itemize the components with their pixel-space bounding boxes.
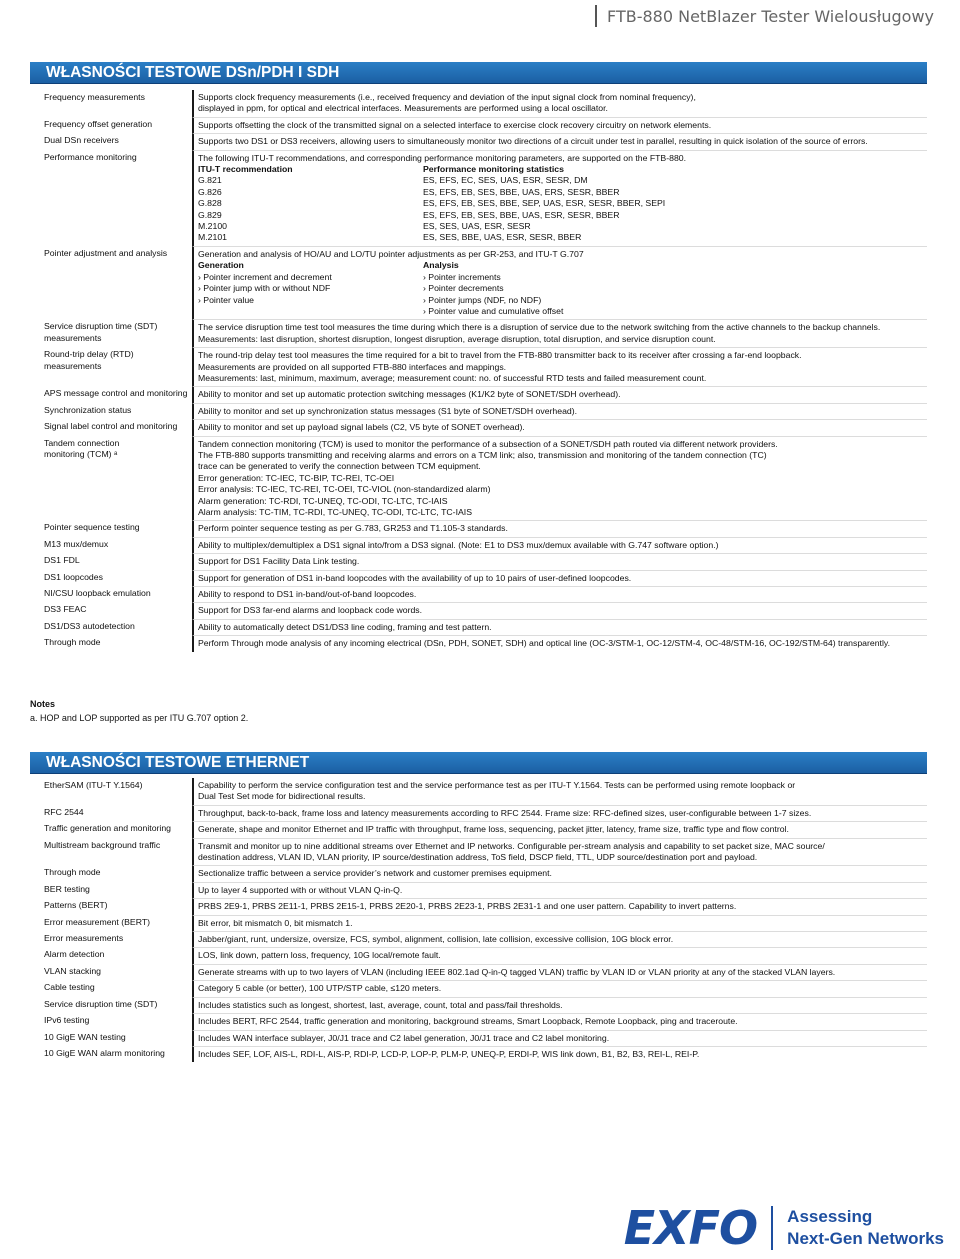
spec-value — [192, 964, 927, 980]
spec-value — [192, 805, 927, 821]
spec-value — [192, 570, 927, 586]
spec-label — [30, 931, 192, 947]
list-item: › Pointer jumps (NDF, no NDF) — [423, 294, 542, 305]
spec-value — [192, 1030, 927, 1046]
text-line: Tandem connection — [44, 437, 120, 448]
itu-recommendation: G.828 — [198, 198, 222, 209]
text-line: Includes BERT, RFC 2544, traffic generation and monitoring, background streams, Smart Loopback, Remote Loopback, ping and traceroute. — [198, 1016, 738, 1027]
page-header — [595, 5, 934, 27]
spec-row — [30, 403, 927, 419]
text-line: Ability to monitor and set up payload signal labels (C2, V5 byte of SONET overhead). — [198, 422, 525, 433]
text-line: Generation and analysis of HO/AU and LO/TU pointer adjustments as per GR-253, and ITU-T G.707 — [198, 248, 584, 259]
text-line: Through mode — [44, 637, 101, 648]
spec-row — [30, 586, 927, 602]
spec-value — [192, 997, 927, 1013]
spec-label — [30, 553, 192, 569]
sdh-spec-table — [30, 90, 927, 652]
text-line: Error generation: TC-IEC, TC-BIP, TC-REI, TC-OEI — [198, 472, 395, 483]
text-line: Synchronization status — [44, 404, 132, 415]
spec-label — [30, 997, 192, 1013]
text-line: Signal label control and monitoring — [44, 421, 178, 432]
spec-row — [30, 1030, 927, 1046]
text-line: displayed in ppm, for optical and electrical interfaces. Measurements are performed using a local oscillator. — [198, 103, 608, 114]
pm-statistics: ES, EFS, EC, SES, UAS, ESR, SESR, DM — [423, 175, 588, 186]
text-line: Alarm generation: TC-RDI, TC-UNEQ, TC-ODI, TC-LTC, TC-IAIS — [198, 495, 448, 506]
text-line: 10 GigE WAN alarm monitoring — [44, 1047, 165, 1058]
text-line: Patterns (BERT) — [44, 900, 108, 911]
text-line: The FTB-880 supports transmitting and receiving alarms and errors on a TCM link; also, transmission and monitoring of the tandem connection (TC) — [198, 449, 767, 460]
text-line: Bit error, bit mismatch 0, bit mismatch 1. — [198, 917, 353, 928]
spec-row — [30, 386, 927, 402]
spec-value — [192, 117, 927, 133]
spec-value — [192, 90, 927, 117]
text-line: Frequency measurements — [44, 92, 145, 102]
text-line: Category 5 cable (or better), 100 UTP/STP cable, ≤120 meters. — [198, 983, 442, 994]
text-line: Pointer adjustment and analysis — [44, 247, 168, 258]
text-line: Ability to automatically detect DS1/DS3 line coding, framing and test pattern. — [198, 621, 492, 632]
text-line: Error analysis: TC-IEC, TC-REI, TC-OEI, TC-VIOL (non-standardized alarm) — [198, 484, 491, 495]
spec-value — [192, 838, 927, 866]
spec-value — [192, 1046, 927, 1062]
spec-label — [30, 602, 192, 618]
section-banner-sdh: WŁASNOŚCI TESTOWE DSn/PDH I SDH — [30, 62, 927, 84]
text-line: Measurements are provided on all supported FTB-880 interfaces and mappings. — [198, 361, 507, 372]
spec-value — [192, 150, 927, 246]
spec-row — [30, 520, 927, 536]
text-line: Supports two DS1 or DS3 receivers, allowing users to simultaneously monitor two directions of a circuit under test in parallel, resulting in quick isolation of the source of errors. — [198, 136, 868, 147]
list-item: › Pointer increment and decrement — [198, 271, 332, 282]
text-line: Support for generation of DS1 in-band loopcodes with the availability of up to 10 pairs of user-defined loopcodes. — [198, 572, 632, 583]
generation-column — [198, 260, 423, 317]
text-line: LOS, link down, pattern loss, frequency, 10G local/remote fault. — [198, 950, 441, 961]
text-line: PRBS 2E9-1, PRBS 2E11-1, PRBS 2E15-1, PRBS 2E20-1, PRBS 2E23-1, PRBS 2E31-1 and one user pattern. Capability to invert patterns. — [198, 901, 737, 912]
spec-label — [30, 619, 192, 635]
pm-statistics: ES, EFS, EB, SES, BBE, UAS, ERS, SESR, BBER — [423, 186, 620, 197]
spec-row — [30, 553, 927, 569]
text-line: Transmit and monitor up to nine additional streams over Ethernet and IP networks. Configurable per-stream analysis and capability to set packet size, MAC source/ — [198, 840, 825, 851]
spec-value — [192, 1013, 927, 1029]
spec-label — [30, 865, 192, 881]
notes-block — [30, 697, 248, 725]
spec-label — [30, 838, 192, 866]
spec-label — [30, 403, 192, 419]
pm-statistics: ES, EFS, EB, SES, BBE, SEP, UAS, ESR, SESR, BBER, SEPI — [423, 198, 666, 209]
notes-item: a. HOP and LOP supported as per ITU G.707 option 2. — [30, 713, 249, 723]
spec-label — [30, 436, 192, 521]
tagline — [787, 1206, 944, 1250]
text-line: M13 mux/demux — [44, 538, 109, 549]
spec-label — [30, 805, 192, 821]
text-line: Ability to monitor and set up synchronization status messages (S1 byte of SONET/SDH overhead). — [198, 405, 578, 416]
spec-row — [30, 821, 927, 837]
spec-row — [30, 570, 927, 586]
spec-value — [192, 865, 927, 881]
itu-recommendation: G.826 — [198, 186, 222, 197]
spec-value — [192, 882, 927, 898]
ethernet-spec-table — [30, 778, 927, 1062]
spec-value — [192, 586, 927, 602]
text-line: Perform pointer sequence testing as per G.783, GR253 and T1.105-3 standards. — [198, 523, 508, 534]
list-item: › Pointer increments — [423, 271, 501, 282]
spec-row — [30, 90, 927, 117]
text-line: Traffic generation and monitoring — [44, 823, 172, 834]
text-line: Tandem connection monitoring (TCM) is used to monitor the performance of a subsection of a SONET/SDH path routed via different network providers. — [198, 438, 778, 449]
header-divider — [595, 5, 597, 27]
spec-value — [192, 821, 927, 837]
spec-row — [30, 865, 927, 881]
text-line: BER testing — [44, 883, 90, 894]
text-line: NI/CSU loopback emulation — [44, 588, 151, 599]
spec-row — [30, 947, 927, 963]
text-line: Support for DS1 Facility Data Link testing. — [198, 556, 360, 567]
spec-label — [30, 133, 192, 149]
notes-title: Notes — [30, 699, 56, 709]
spec-label — [30, 586, 192, 602]
list-item: › Pointer value and cumulative offset — [423, 305, 564, 316]
pointer-col-header: Analysis — [423, 260, 459, 271]
spec-value — [192, 619, 927, 635]
exfo-logo: EXFO — [623, 1201, 758, 1255]
spec-row — [30, 436, 927, 521]
section-banner-ethernet: WŁASNOŚCI TESTOWE ETHERNET — [30, 752, 927, 774]
spec-label — [30, 90, 192, 117]
spec-row — [30, 805, 927, 821]
itu-recommendation: G.829 — [198, 209, 222, 220]
spec-label — [30, 980, 192, 996]
text-line: Throughput, back-to-back, frame loss and latency measurements according to RFC 2544. Frame size: RFC-defined sizes, user-configurable between 1-7 sizes. — [198, 807, 812, 818]
spec-value — [192, 778, 927, 805]
analysis-column — [423, 260, 923, 317]
spec-value — [192, 931, 927, 947]
spec-label — [30, 964, 192, 980]
text-line: trace can be generated to verify the connection between TCM equipment. — [198, 461, 481, 472]
text-line: Ability to monitor and set up automatic protection switching messages (K1/K2 byte of SONET/SDH overhead). — [198, 389, 621, 400]
spec-row — [30, 602, 927, 618]
spec-row — [30, 246, 927, 319]
footer-branding — [624, 1201, 944, 1255]
spec-value — [192, 133, 927, 149]
text-line: DS1 FDL — [44, 555, 80, 566]
text-line: Perform Through mode analysis of any incoming electrical (DSn, PDH, SONET, SDH) and optical line (OC-3/STM-1, OC-12/STM-4, OC-48/STM-16, OC-192/STM-64) transparently. — [198, 638, 891, 649]
text-line: monitoring (TCM) ᵃ — [44, 448, 118, 459]
spec-row — [30, 997, 927, 1013]
text-line: Generate, shape and monitor Ethernet and IP traffic with throughput, frame loss, sequencing, packet jitter, latency, frame size, traffic type and flow control. — [198, 824, 789, 835]
text-line: Service disruption time (SDT) — [44, 998, 158, 1009]
spec-row — [30, 931, 927, 947]
spec-row — [30, 898, 927, 914]
list-item: › Pointer value — [198, 294, 255, 305]
logo-divider — [771, 1206, 773, 1250]
spec-row — [30, 635, 927, 651]
text-line: Supports offsetting the clock of the transmitted signal on a selected interface to exercise clock recovery circuitry on network elements. — [198, 119, 712, 130]
spec-row — [30, 537, 927, 553]
text-line: Up to layer 4 supported with or without VLAN Q-in-Q. — [198, 884, 403, 895]
spec-label — [30, 570, 192, 586]
perf-monitoring-table — [198, 164, 923, 244]
spec-row — [30, 1046, 927, 1062]
text-line: Generate streams with up to two layers of VLAN (including IEEE 802.1ad Q-in-Q tagged VLAN) traffic by VLAN ID or VLAN priority at any of the stacked VLAN layers. — [198, 966, 836, 977]
text-line: EtherSAM (ITU-T Y.1564) — [44, 780, 143, 790]
spec-label — [30, 319, 192, 347]
text-line: DS1/DS3 autodetection — [44, 620, 135, 631]
text-line: Ability to respond to DS1 in-band/out-of-band loopcodes. — [198, 589, 417, 600]
itu-recommendation: M.2100 — [198, 221, 227, 232]
spec-label — [30, 1013, 192, 1029]
spec-value — [192, 246, 927, 319]
text-line: Support for DS3 far-end alarms and loopback code words. — [198, 605, 423, 616]
page-header-title: FTB-880 NetBlazer Tester Wielousługowy — [607, 6, 934, 26]
spec-label — [30, 1030, 192, 1046]
spec-value — [192, 520, 927, 536]
text-line: Dual DSn receivers — [44, 135, 119, 146]
text-line: Through mode — [44, 867, 101, 878]
list-item: › Pointer jump with or without NDF — [198, 283, 331, 294]
text-line: Error measurements — [44, 933, 124, 944]
text-line: DS3 FEAC — [44, 604, 87, 615]
tagline-line: Assessing — [787, 1207, 873, 1226]
spec-row — [30, 778, 927, 805]
text-line: Pointer sequence testing — [44, 522, 140, 533]
spec-row — [30, 838, 927, 866]
text-line: 10 GigE WAN testing — [44, 1031, 126, 1042]
text-line: Measurements: last disruption, shortest disruption, longest disruption, average disruption, total disruption, and service disruption count. — [198, 333, 716, 344]
spec-row — [30, 319, 927, 347]
text-line: Supports clock frequency measurements (i.e., received frequency and deviation of the input signal clock from nominal frequency), — [198, 92, 696, 102]
spec-label — [30, 915, 192, 931]
text-line: measurements — [44, 360, 102, 371]
text-line: Cable testing — [44, 982, 95, 993]
spec-value — [192, 537, 927, 553]
text-line: Dual Test Set mode for bidirectional results. — [198, 791, 366, 802]
spec-label — [30, 117, 192, 133]
spec-row — [30, 980, 927, 996]
list-item: › Pointer decrements — [423, 283, 504, 294]
text-line: Capability to perform the service configuration test and the service performance test as per ITU-T Y.1564. Tests can be performed using remote loopback or — [198, 780, 796, 790]
pm-statistics: ES, SES, UAS, ESR, SESR — [423, 221, 531, 232]
spec-value — [192, 436, 927, 521]
pointer-table — [198, 260, 923, 317]
spec-value — [192, 947, 927, 963]
text-line: The service disruption time test tool measures the time during which there is a disruption of service due to the network switching from the active channels to the backup channels. — [198, 322, 881, 333]
spec-row — [30, 117, 927, 133]
perf-col-header: Performance monitoring statistics — [423, 164, 564, 175]
pm-statistics: ES, EFS, EB, SES, BBE, UAS, ESR, SESR, BBER — [423, 209, 620, 220]
itu-recommendation: G.821 — [198, 175, 222, 186]
text-line: Includes SEF, LOF, AIS-L, RDI-L, AIS-P, RDI-P, LCD-P, LOP-P, PLM-P, UNEQ-P, ERDI-P, WIS link down, B1, B2, B3, REI-L, REI-P. — [198, 1048, 700, 1059]
text-line: IPv6 testing — [44, 1015, 90, 1026]
spec-row — [30, 419, 927, 435]
spec-row — [30, 619, 927, 635]
text-line: VLAN stacking — [44, 965, 101, 976]
text-line: measurements — [44, 332, 102, 343]
spec-row — [30, 150, 927, 246]
pointer-col-header: Generation — [198, 260, 244, 271]
spec-label — [30, 635, 192, 651]
text-line: Frequency offset generation — [44, 118, 153, 129]
spec-value — [192, 386, 927, 402]
text-line: The following ITU-T recommendations, and corresponding performance monitoring parameters, are supported on the FTB-880. — [198, 152, 687, 163]
spec-row — [30, 915, 927, 931]
spec-row — [30, 347, 927, 386]
spec-row — [30, 1013, 927, 1029]
text-line: destination address, VLAN ID, VLAN priority, IP source/destination address, ToS field, DSCP field, TTL, UDP source/destination port and payload. — [198, 852, 758, 863]
spec-value — [192, 898, 927, 914]
text-line: Sectionalize traffic between a service provider’s network and customer premises equipment. — [198, 868, 552, 879]
spec-value — [192, 347, 927, 386]
spec-label — [30, 386, 192, 402]
spec-label — [30, 1046, 192, 1062]
spec-label — [30, 246, 192, 319]
spec-row — [30, 133, 927, 149]
pm-statistics: ES, SES, BBE, UAS, ESR, SESR, BBER — [423, 232, 582, 243]
spec-label — [30, 419, 192, 435]
text-line: Service disruption time (SDT) — [44, 321, 158, 332]
spec-label — [30, 520, 192, 536]
text-line: Includes statistics such as longest, shortest, last, average, count, total and pass/fail thresholds. — [198, 999, 563, 1010]
spec-value — [192, 915, 927, 931]
text-line: The round-trip delay test tool measures the time required for a bit to travel from the FTB-880 transmitter back to its receiver after crossing a far-end loopback. — [198, 350, 802, 361]
text-line: Ability to multiplex/demultiplex a DS1 signal into/from a DS3 signal. (Note: E1 to DS3 mux/demux available with G.747 software option.) — [198, 539, 719, 550]
text-line: Measurements: last, minimum, maximum, average; measurement count: no. of successful RTD tests and failed measurement count. — [198, 372, 707, 383]
perf-col-header: ITU-T recommendation — [198, 164, 293, 175]
spec-value — [192, 602, 927, 618]
itu-recommendation: M.2101 — [198, 232, 227, 243]
text-line: Performance monitoring — [44, 151, 137, 162]
spec-label — [30, 347, 192, 386]
text-line: Round-trip delay (RTD) — [44, 349, 134, 360]
tagline-line: Next-Gen Networks — [787, 1229, 944, 1248]
text-line: APS message control and monitoring — [44, 388, 188, 399]
spec-value — [192, 635, 927, 651]
text-line: Jabber/giant, runt, undersize, oversize, FCS, symbol, alignment, collision, late collision, excessive collision, 10G block error. — [198, 934, 674, 945]
spec-value — [192, 553, 927, 569]
text-line: Multistream background traffic — [44, 839, 161, 850]
text-line: Includes WAN interface sublayer, J0/J1 trace and C2 label generation, J0/J1 trace and C2 label monitoring. — [198, 1032, 610, 1043]
text-line: Alarm detection — [44, 949, 105, 960]
spec-value — [192, 319, 927, 347]
spec-value — [192, 419, 927, 435]
text-line: DS1 loopcodes — [44, 571, 103, 582]
spec-label — [30, 947, 192, 963]
spec-label — [30, 537, 192, 553]
spec-value — [192, 980, 927, 996]
spec-label — [30, 778, 192, 805]
spec-value — [192, 403, 927, 419]
text-line: Alarm analysis: TC-TIM, TC-RDI, TC-UNEQ, TC-ODI, TC-LTC, TC-IAIS — [198, 507, 472, 517]
spec-row — [30, 964, 927, 980]
spec-label — [30, 898, 192, 914]
text-line: Error measurement (BERT) — [44, 916, 151, 927]
spec-label — [30, 150, 192, 246]
spec-row — [30, 882, 927, 898]
spec-label — [30, 821, 192, 837]
spec-label — [30, 882, 192, 898]
text-line: RFC 2544 — [44, 806, 84, 817]
